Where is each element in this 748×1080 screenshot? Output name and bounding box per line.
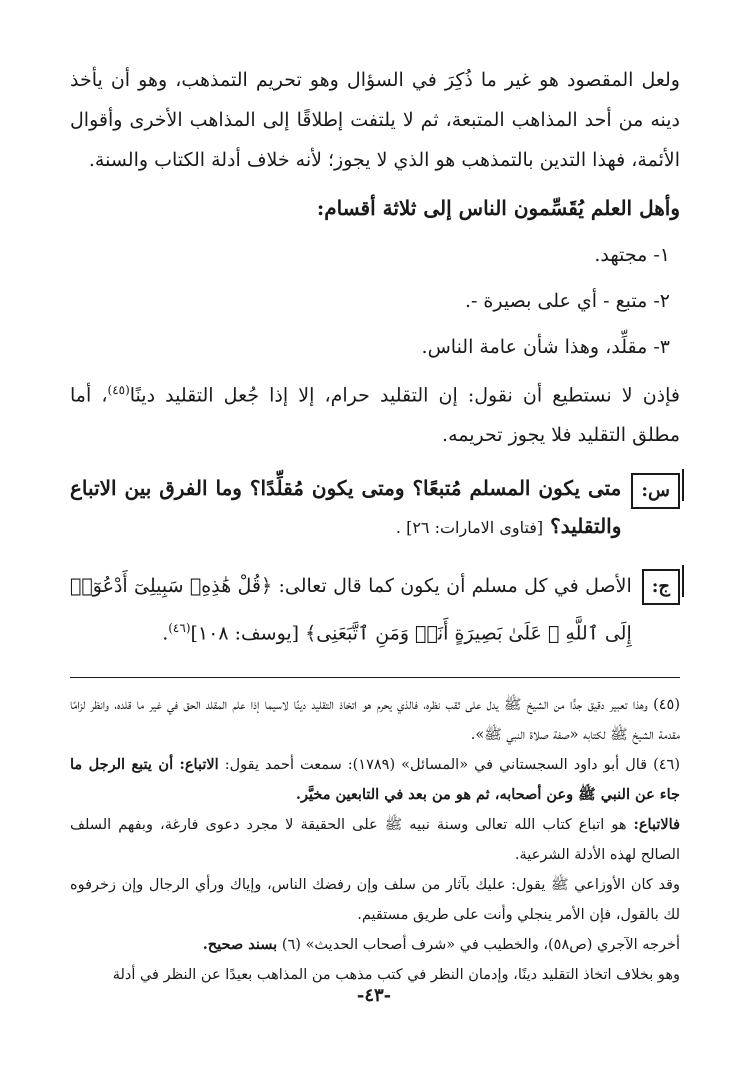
answer-text-wrap [70,565,632,654]
footnote-ref-46[interactable]: (٤٦) [168,621,191,636]
question-block [70,469,680,547]
footnote-46-takhrij-text: أخرجه الآجري (ص٥٨)، والخطيب في «شرف أصحاب الحديث» (٦) [277,936,680,953]
answer-block [70,565,680,654]
footnote-46-definition: الاتباع: أن يتبع الرجل ما جاء عن النبي ﷺ وعن أصحابه، ثم هو من بعد في التابعين مخيَّر. [70,755,680,803]
conclusion-text-after: ، أما مطلق التقليد فلا يجوز تحريمه. [70,384,680,447]
conclusion-paragraph [70,370,680,455]
division-item-3: ٣- مقلِّد، وهذا شأن عامة الناس. [421,336,670,358]
question-text-wrap [70,469,621,547]
footnote-46-awzai: وقد كان الأوزاعي ﷺ يقول: عليك بآثار من سلف وإن رفضك الناس، وإياك ورأي الرجال وإن زخرفوه لك بالقول، فإن الأمر ينجلي وأنت على طريق مستقيم. [70,876,680,923]
divisions-heading: وأهل العلم يُقَسِّمون الناس إلى ثلاثة أقسام: [316,196,680,220]
answer-text [70,565,632,654]
footnote-45: (٤٥) وهذا تعبير دقيق جدًّا من الشيخ ﷺ يدل على ثقب نظره، فالذي يحرم هو اتخاذ التقليد دينًا لاسيما إذا علم المقلد الحق في غير ما قلده، وانظر لزامًا مقدمة الشيخ ﷺ لكتابه «صفة صلاة النبي ﷺ». [70,696,680,743]
footnote-divider [70,677,680,678]
intro-paragraph: ولعل المقصود هو غير ما ذُكِرَ في السؤال وهو تحريم التمذهب، وهو أن يأخذ دينه من أحد المذاهب المتبعة، ثم لا يلتفت إطلاقًا إلى المذاهب الأخرى وأقوال الأئمة، فهذا التدين بالتمذهب هو الذي لا يجوز؛ لأنه خلاف أدلة الكتاب والسنة. [70,69,680,171]
question-source: [فتاوى الامارات: ٢٦] . [395,518,544,538]
footnote-46-explanation-text: هو اتباع كتاب الله تعالى وسنة نبيه ﷺ على الحقيقة لا مجرد دعوى فارغة، وبفهم السلف الصالح لهذه الأدلة الشرعية. [70,816,680,863]
conclusion-text: فإذن لا نستطيع أن نقول: إن التقليد حرام، إلا إذا جُعل التقليد دينًا [129,384,680,407]
footnote-46-explanation [70,810,680,870]
footnote-46-intro [70,750,680,810]
question-label-box: س: [631,473,680,509]
footnote-46-source: (٤٦) قال أبو داود السجستاني في «المسائل» (١٧٨٩): سمعت أحمد يقول: [218,756,681,773]
footnote-ref-45[interactable]: (٤٥) [107,383,130,397]
footnote-46-takhrij [70,930,680,960]
question-text [70,469,621,547]
division-item-1: ١- مجتهد. [594,244,670,266]
footnote-46-term: فالاتباع: [633,815,680,833]
answer-body: الأصل في كل مسلم أن يكون كما قال تعالى: ﴿قُلْ هَٰذِهِۦ سَبِيلِىٓ أَدْعُوٓا۟ إِلَى ٱللَّهِ ۚ عَلَىٰ بَصِيرَةٍ أَنَا۠ وَمَنِ ٱتَّبَعَنِى﴾ [يوسف: ١٠٨] [70,575,632,645]
page-number: -٤٣- [356,985,392,1006]
answer-label-box: ج: [642,569,680,605]
footnote-46-continuation: وهو بخلاف اتخاذ التقليد دينًا، وإدمان النظر في كتب مذهب من المذاهب بعيدًا عن النظر في أدلة [112,966,680,983]
page-body [70,60,680,990]
answer-end: . [162,622,169,645]
footnote-46-grading: بسند صحيح. [202,935,278,953]
question-body: متى يكون المسلم مُتبعًا؟ ومتى يكون مُقلِّدًا؟ وما الفرق بين الاتباع والتقليد؟ [70,476,622,539]
division-item-2: ٢- متبع - أي على بصيرة -. [464,290,670,312]
